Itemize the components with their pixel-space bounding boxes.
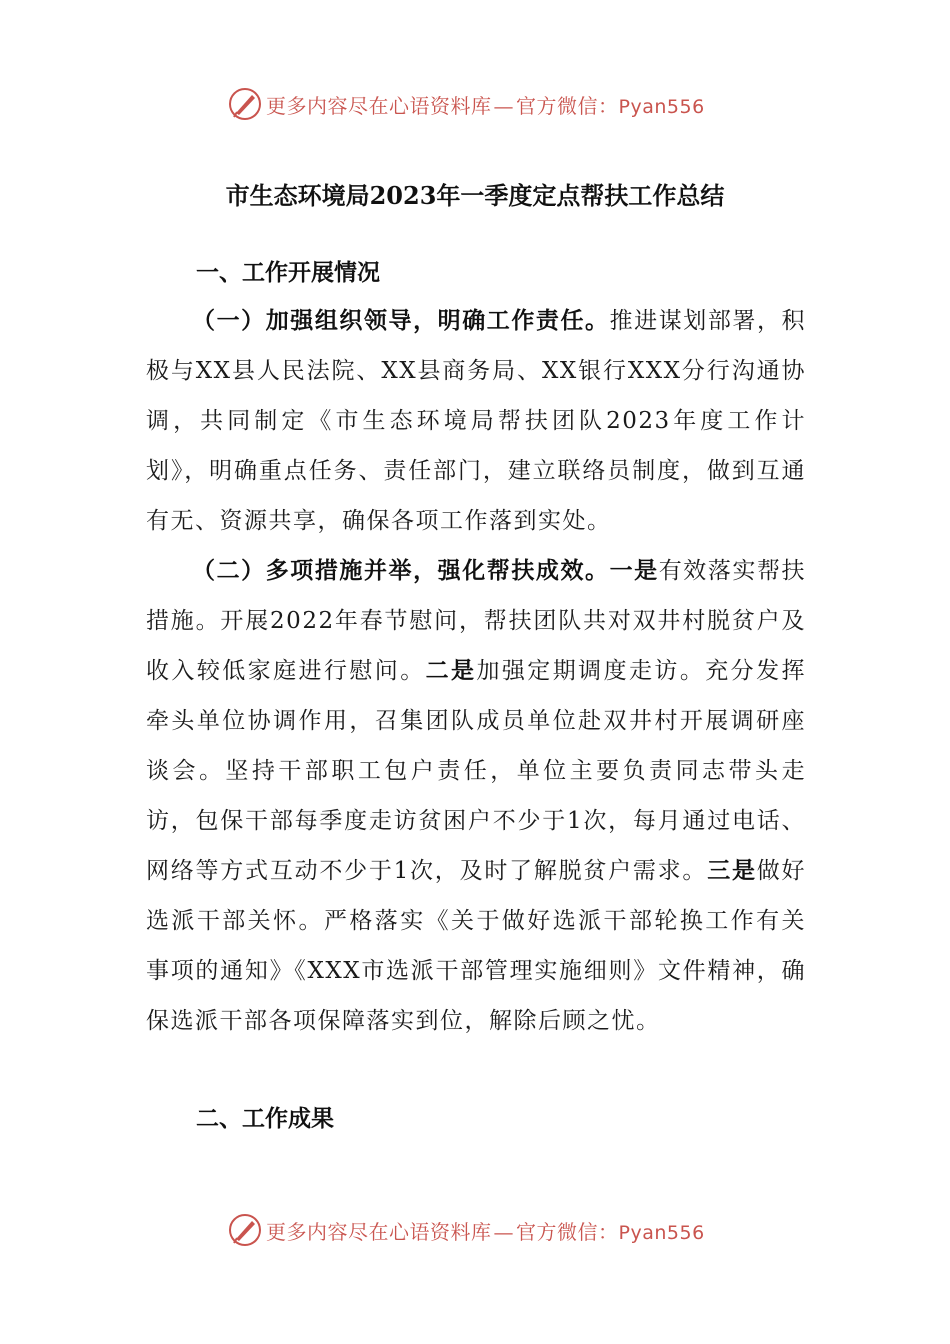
quill-logo-icon — [228, 87, 262, 121]
watermark-text: 更多内容尽在心语资料库 — 官方微信：Pyan556 — [266, 1219, 705, 1244]
paragraph-2-marker-1: 一是 — [609, 557, 659, 584]
paragraph-2-marker-2: 二是 — [425, 657, 477, 684]
paragraph-2-text-2: 加强定期调度走访。充分发挥牵头单位协调作用，召集团队成员单位赴双井村开展调研座谈会。坚持干部职工包户责任，单位主要负责同志带头走访，包保干部每季度走访贫困户不少于1次，每月通过电话、网络等方式互动不少于1次，及时了解脱贫户需求。 — [146, 658, 807, 884]
watermark-banner-top — [228, 82, 705, 126]
paragraph-2-lead: （二）多项措施并举，强化帮扶成效。 — [192, 557, 610, 584]
paragraph-2-marker-3: 三是 — [707, 857, 757, 884]
paragraph-1-body: 推进谋划部署，积极与XX县人民法院、XX县商务局、XX银行XXX分行沟通协调，共同制定《市生态环境局帮扶团队2023年度工作计划》，明确重点任务、责任部门，建立联络员制度，做到互通有无、资源共享，确保各项工作落到实处。 — [146, 308, 806, 534]
paragraph-1-lead: （一）加强组织领导，明确工作责任。 — [192, 307, 610, 334]
section-heading-2: 二、工作成果 — [196, 1105, 334, 1132]
watermark-banner-bottom — [228, 1208, 705, 1252]
document-title: 市生态环境局2023年一季度定点帮扶工作总结 — [225, 181, 725, 210]
paragraph-2 — [146, 546, 806, 1046]
section-heading-1: 一、工作开展情况 — [196, 259, 380, 286]
paragraph-1 — [146, 296, 806, 546]
watermark-text: 更多内容尽在心语资料库 — 官方微信：Pyan556 — [266, 93, 705, 118]
quill-logo-icon — [228, 1213, 262, 1247]
paragraph-2-text-3: 做好选派干部关怀。严格落实《关于做好选派干部轮换工作有关事项的通知》《XXX市选派干部管理实施细则》文件精神，确保选派干部各项保障落实到位，解除后顾之忧。 — [146, 858, 806, 1034]
paragraph-2-text-1: 有效落实帮扶措施。开展2022年春节慰问，帮扶团队共对双井村脱贫户及收入较低家庭进行慰问。 — [146, 558, 806, 684]
